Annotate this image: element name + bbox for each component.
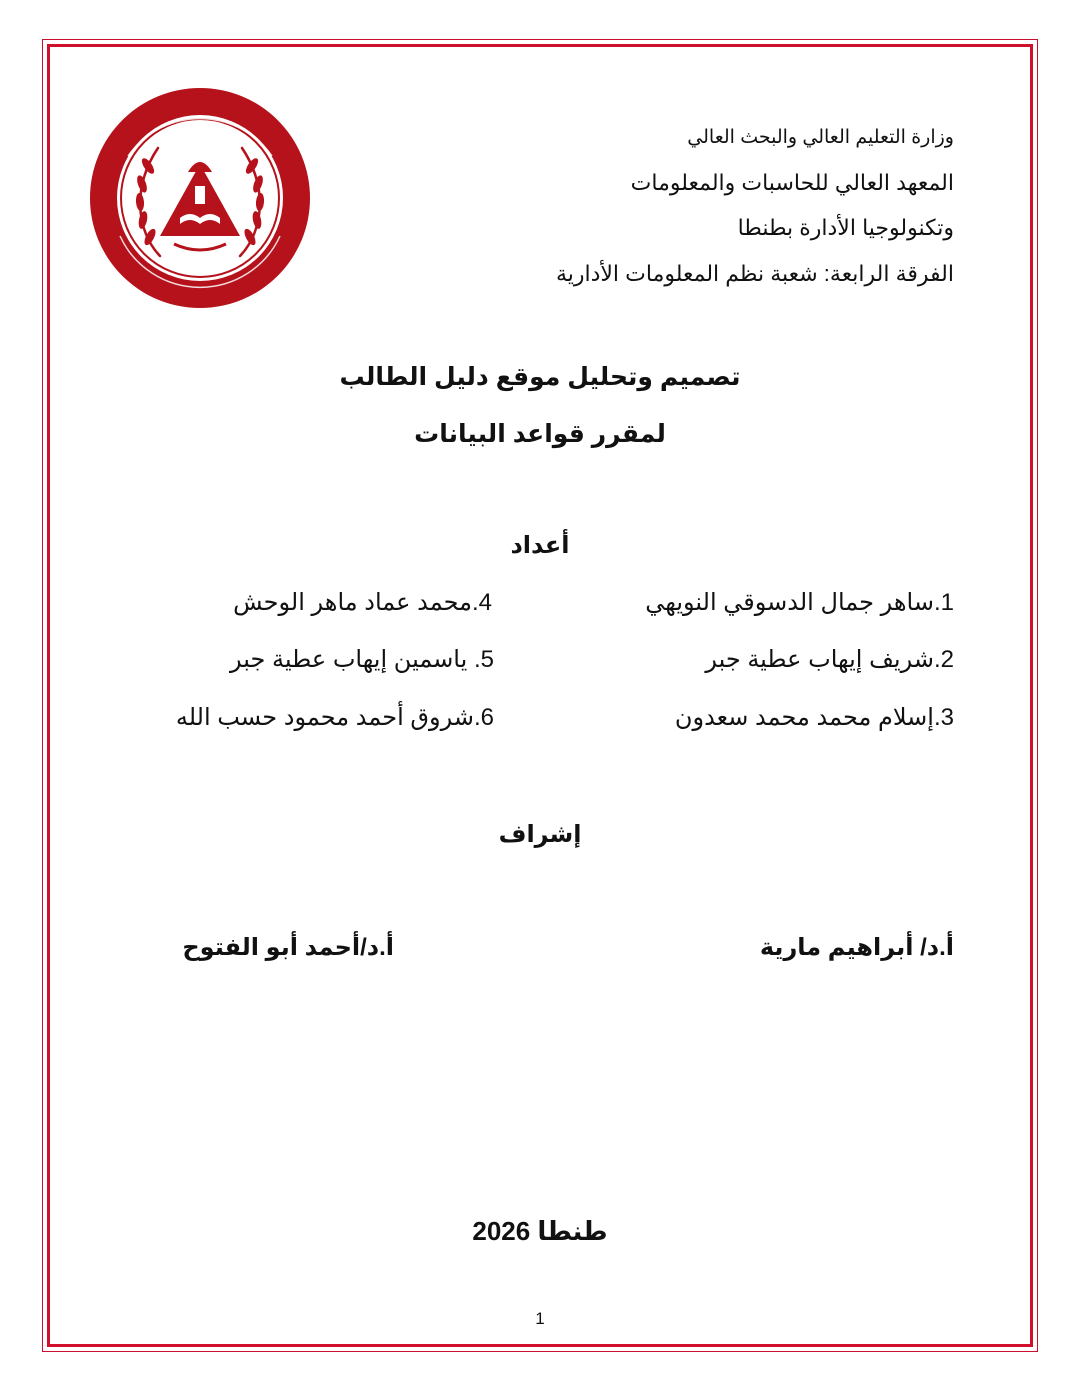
- student-3: 3.إسلام محمد محمد سعدون: [674, 704, 954, 731]
- prepared-by-heading: أعداد: [510, 532, 570, 559]
- supervision-heading: إشراف: [498, 821, 582, 848]
- institute-line: المعهد العالي للحاسبات والمعلومات: [630, 170, 954, 195]
- page-number: 1: [535, 1309, 545, 1328]
- project-subtitle: لمقرر قواعد البيانات: [414, 420, 666, 448]
- project-title: تصميم وتحليل موقع دليل الطالب: [339, 363, 741, 391]
- student-6: 6.شروق أحمد محمود حسب الله: [175, 704, 494, 731]
- ministry-line: وزارة التعليم العالي والبحث العالي: [687, 127, 954, 148]
- student-4: 4.محمد عماد ماهر الوحش: [233, 589, 492, 616]
- place-year: طنطا 2026: [472, 1216, 608, 1246]
- institute-city-line: وتكنولوجيا الأدارة بطنطا: [737, 215, 954, 240]
- supervisor-2: أ.د/أحمد أبو الفتوح: [182, 934, 394, 961]
- institute-seal-icon: [88, 86, 312, 310]
- student-2: 2.شريف إيهاب عطية جبر: [705, 646, 954, 673]
- supervisor-1: أ.د/ أبراهيم مارية: [759, 934, 954, 961]
- student-5: 5. ياسمين إيهاب عطية جبر: [230, 646, 494, 673]
- student-1: 1.ساهر جمال الدسوقي النويهي: [645, 589, 954, 616]
- division-line: الفرقة الرابعة: شعبة نظم المعلومات الأدارية: [555, 261, 954, 286]
